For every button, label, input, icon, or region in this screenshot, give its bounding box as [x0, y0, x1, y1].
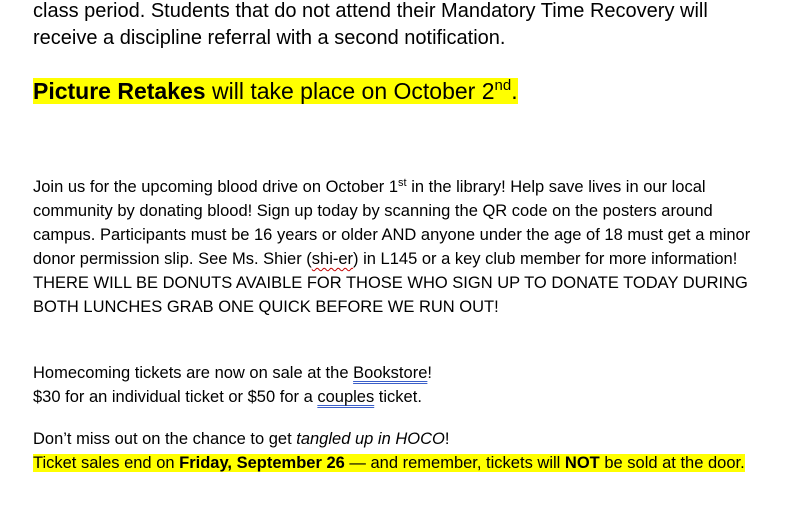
tickets-text-3: $30 for an individual ticket or $50 for a	[33, 388, 318, 406]
couples-flagged-word[interactable]: couples	[317, 388, 375, 406]
mandatory-time-recovery-paragraph: class period. Students that do not attend their Mandatory Time Recovery will receive a discipline referral with a second notification.	[33, 0, 708, 49]
blood-drive-text-1: Join us for the upcoming blood drive on October 1	[33, 178, 399, 196]
ticket-deadline-highlight	[33, 454, 745, 472]
deadline-text-3: be sold at the door.	[599, 454, 745, 472]
deadline-text-2: — and remember, tickets will	[344, 454, 565, 472]
spelling-flagged-word[interactable]: shi-er	[311, 250, 354, 268]
tickets-text-1: Homecoming tickets are now on sale at the	[33, 364, 354, 382]
ordinal-suffix: nd	[494, 77, 512, 94]
tickets-text-2: !	[427, 364, 432, 382]
hoco-text-2: !	[444, 430, 450, 448]
deadline-not: NOT	[564, 454, 600, 472]
blood-drive-text-3: ) in L145 or a key club member for more information! THERE WILL BE DONUTS AVAIBLE FOR THOSE WHO SIGN UP TO DONATE TODAY DURING BOTH LUNCHES GRAB ONE QUICK BEFORE WE RUN OUT!	[33, 250, 748, 316]
hoco-theme: tangled up in HOCO	[296, 430, 445, 448]
bookstore-flagged-word[interactable]: Bookstore	[353, 364, 428, 382]
hoco-paragraph	[33, 427, 773, 475]
retakes-period: .	[511, 78, 518, 104]
blood-drive-paragraph	[33, 175, 773, 319]
tickets-text-4: ticket.	[374, 388, 422, 406]
picture-retakes-notice	[33, 76, 518, 106]
deadline-text-1: Ticket sales end on	[33, 454, 180, 472]
picture-retakes-text: will take place on October 2	[205, 78, 495, 104]
blood-drive-text-2: in the library! Help save lives in our local community by donating blood! Sign up today by scanning the QR code on the posters around campus. Participants must be 16 years or older AND anyone under the age of 18 must get a minor donor permission slip. See Ms. Shier (	[33, 178, 751, 268]
deadline-date: Friday, September 26	[179, 454, 345, 472]
homecoming-tickets-paragraph	[33, 361, 773, 409]
picture-retakes-title: Picture Retakes	[33, 78, 206, 104]
ordinal-suffix: st	[398, 177, 407, 189]
hoco-text-1: Don’t miss out on the chance to get	[33, 430, 297, 448]
